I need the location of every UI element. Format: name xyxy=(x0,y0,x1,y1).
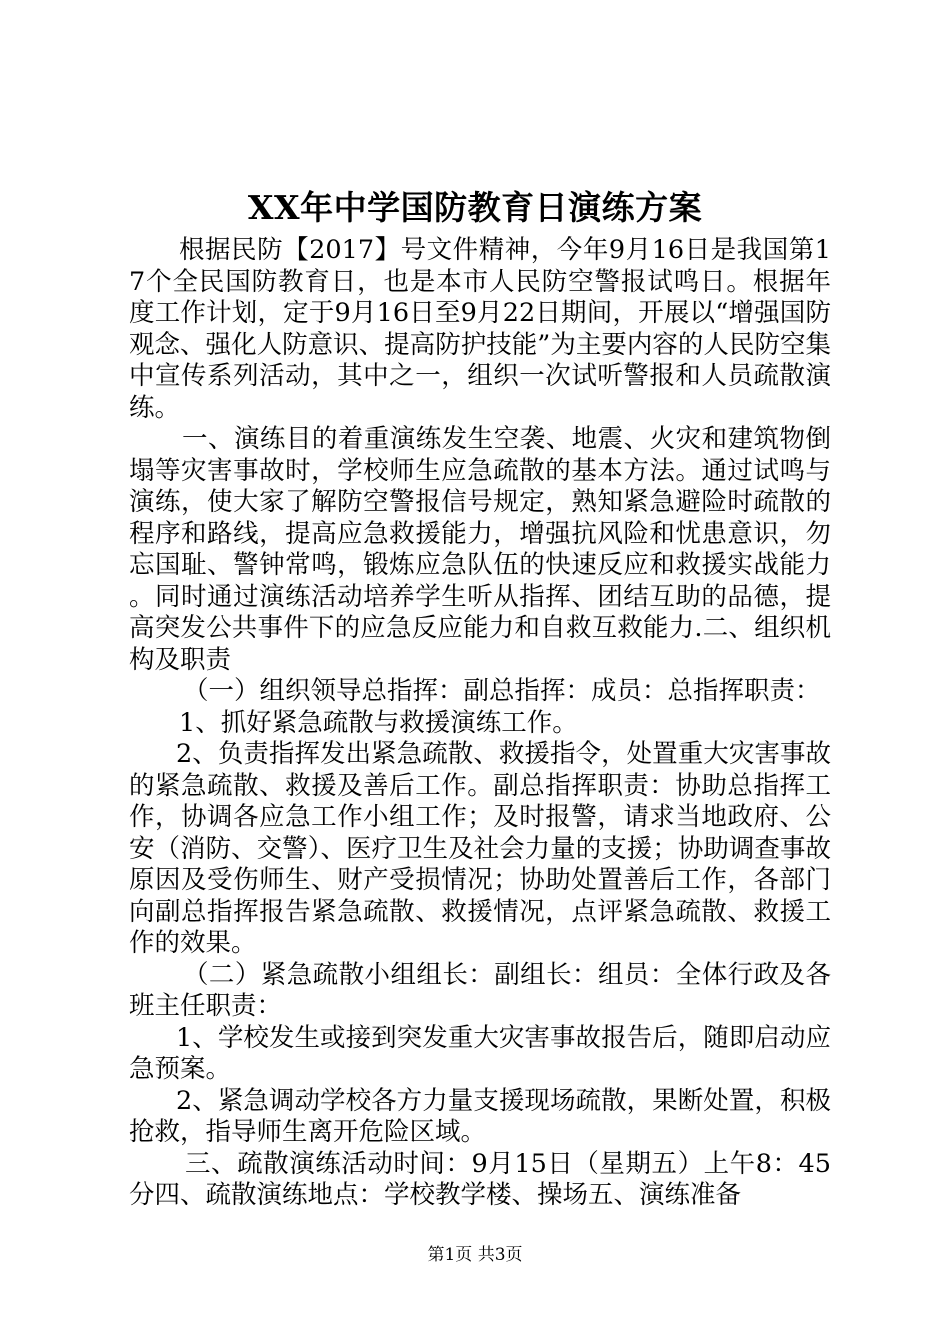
document-title: XX年中学国防教育日演练方案 xyxy=(247,188,703,227)
document-body xyxy=(129,235,831,1212)
paragraph-time-location: 三、疏散演练活动时间：9月15日（星期五）上午8：45分四、疏散演练地点：学校教学楼、操场五、演练准备 xyxy=(129,1148,831,1210)
paragraph-section-1-purpose: 一、演练目的着重演练发生空袭、地震、火灾和建筑物倒塌等灾害事故时，学校师生应急疏散的基本方法。通过试鸣与演练，使大家了解防空警报信号规定，熟知紧急避险时疏散的程序和路线，提高应急救援能力，增强抗风险和忧患意识，勿忘国耻、警钟常鸣，锻炼应急队伍的快速反应和救援实战能力。同时通过演练活动培养学生听从指挥、团结互助的品德，提高突发公共事件下的应急反应能力和自救互救能力.二、组织机构及职责 xyxy=(129,424,831,675)
paragraph-evacuation-duty-2: 2、紧急调动学校各方力量支援现场疏散，果断处置，积极抢救，指导师生离开危险区域。 xyxy=(129,1085,831,1147)
paragraph-intro: 根据民防【2017】号文件精神，今年9月16日是我国第17个全民国防教育日，也是本市人民防空警报试鸣日。根据年度工作计划，定于9月16日至9月22日期间，开展以“增强国防观念、强化人防意识、提高防护技能”为主要内容的人民防空集中宣传系列活动，其中之一，组织一次试听警报和人员疏散演练。 xyxy=(129,235,831,423)
paragraph-duty-1: 1、抓好紧急疏散与救援演练工作。 xyxy=(179,707,578,738)
page-number-footer: 第1页 共3页 xyxy=(427,1245,523,1265)
paragraph-leadership-group: （一）组织领导总指挥：副总指挥：成员：总指挥职责： xyxy=(183,676,821,706)
paragraph-evacuation-group: （二）紧急疏散小组组长：副组长：组员：全体行政及各班主任职责： xyxy=(129,959,831,1021)
paragraph-duty-2: 2、负责指挥发出紧急疏散、救援指令，处置重大灾害事故的紧急疏散、救援及善后工作。副总指挥职责：协助总指挥工作，协调各应急工作小组工作；及时报警，请求当地政府、公安（消防、交警）、医疗卫生及社会力量的支援；协助调查事故原因及受伤师生、财产受损情况；协助处置善后工作，各部门向副总指挥报告紧急疏散、救援情况，点评紧急疏散、救援工作的效果。 xyxy=(129,739,831,958)
paragraph-evacuation-duty-1: 1、学校发生或接到突发重大灾害事故报告后，随即启动应急预案。 xyxy=(129,1022,831,1084)
